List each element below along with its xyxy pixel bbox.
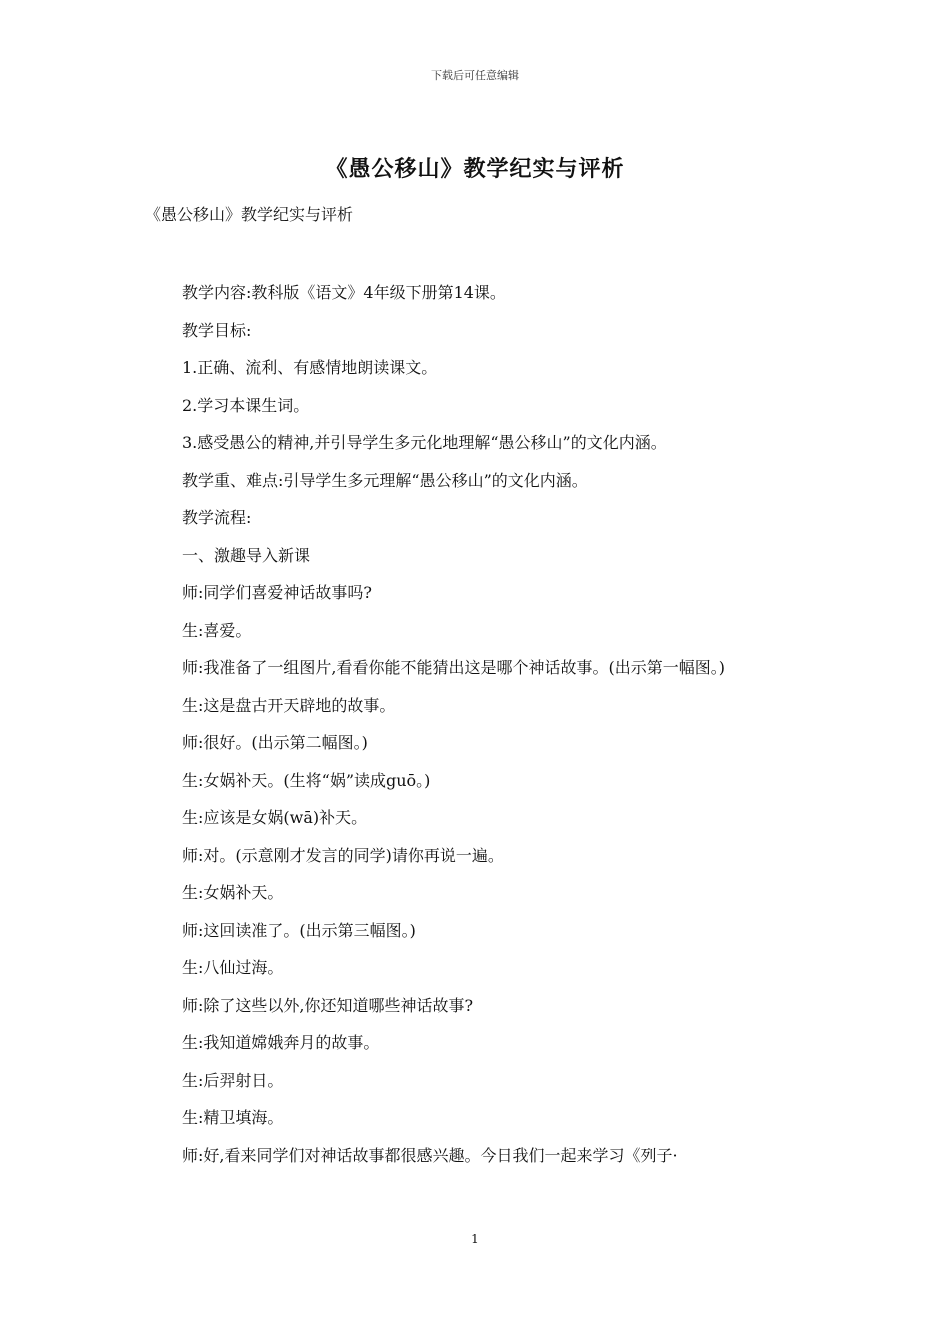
paragraph-key-points: 教学重、难点:引导学生多元理解“愚公移山”的文化内涵。 [182, 470, 588, 490]
dialogue-line: 师:除了这些以外,你还知道哪些神话故事? [182, 995, 474, 1015]
paragraph-process-heading: 教学流程: [182, 508, 252, 527]
dialogue-line: 生:后羿射日。 [182, 1070, 284, 1090]
dialogue-line: 生:精卫填海。 [182, 1108, 284, 1127]
paragraph-section-1-heading: 一、激趣导入新课 [182, 545, 311, 565]
paragraph-goal-1: 1.正确、流利、有感情地朗读课文。 [182, 358, 438, 377]
dialogue-line: 生:女娲补天。(生将“娲”读成guō。) [182, 770, 431, 790]
paragraph-teaching-goals-heading: 教学目标: [182, 320, 252, 340]
paragraph-teaching-content: 教学内容:教科版《语文》4年级下册第14课。 [182, 283, 506, 302]
page-number: 1 [471, 1232, 479, 1246]
document-title: 《愚公移山》教学纪实与评析 [325, 156, 625, 182]
dialogue-line: 师:这回读准了。(出示第三幅图。) [182, 920, 416, 940]
dialogue-line: 师:很好。(出示第二幅图。) [182, 733, 368, 752]
dialogue-line: 生:我知道嫦娥奔月的故事。 [182, 1033, 380, 1052]
document-body [145, 274, 810, 1174]
dialogue-line: 生:这是盘古开天辟地的故事。 [182, 695, 396, 715]
dialogue-line: 生:喜爱。 [182, 620, 252, 640]
dialogue-line: 师:我准备了一组图片,看看你能不能猜出这是哪个神话故事。(出示第一幅图。) [182, 658, 725, 677]
page-header: 下载后可任意编辑 [431, 69, 519, 82]
dialogue-line: 生:女娲补天。 [182, 883, 284, 902]
paragraph-goal-2: 2.学习本课生词。 [182, 395, 310, 415]
dialogue-line: 师:同学们喜爱神话故事吗? [182, 583, 372, 602]
dialogue-line: 师:对。(示意刚才发言的同学)请你再说一遍。 [182, 845, 504, 865]
dialogue-line: 生:应该是女娲(wā)补天。 [182, 808, 368, 827]
dialogue-line: 师:好,看来同学们对神话故事都很感兴趣。今日我们一起来学习《列子· [182, 1145, 678, 1165]
document-subtitle: 《愚公移山》教学纪实与评析 [145, 205, 354, 224]
dialogue-line: 生:八仙过海。 [182, 958, 284, 977]
paragraph-goal-3: 3.感受愚公的精神,并引导学生多元化地理解“愚公移山”的文化内涵。 [182, 433, 667, 452]
